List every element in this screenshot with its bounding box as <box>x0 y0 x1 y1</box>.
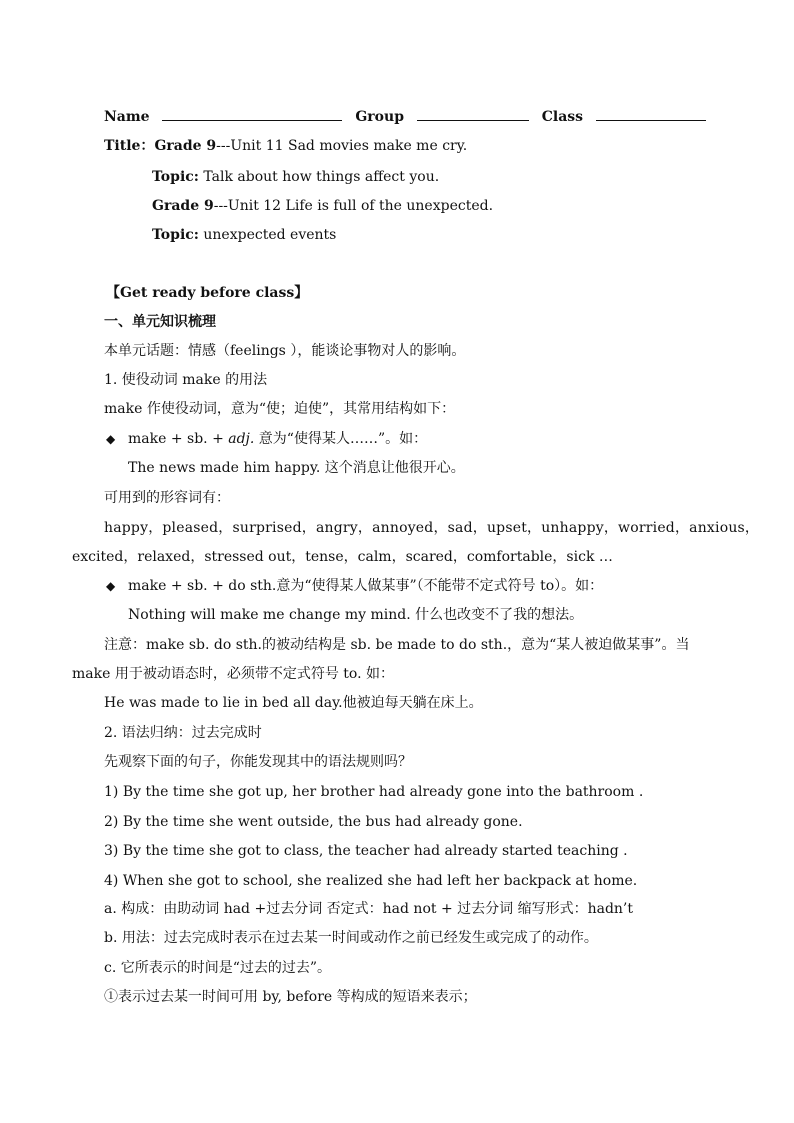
bullet-1-adj: adj. <box>228 431 255 447</box>
bullet-1 <box>106 430 427 448</box>
topic-2-line <box>152 226 336 244</box>
rule-c: c. 它所表示的时间是“过去的过去”。 <box>104 960 332 976</box>
topic-2-text: unexpected events <box>198 227 337 243</box>
point-2-intro: 先观察下面的句子，你能发现其中的语法规则吗？ <box>104 754 412 770</box>
adjective-list-2: excited，relaxed，stressed out，tense，calm，scared，comfortable，sick … <box>72 549 613 565</box>
grade-2: Grade 9 <box>152 198 214 214</box>
example-1: 1) By the time she got up, her brother had already gone into the bathroom . <box>104 784 644 800</box>
group-blank[interactable] <box>417 108 529 121</box>
title-line <box>104 137 467 155</box>
point-1-heading: 1. 使役动词 make 的用法 <box>104 372 268 388</box>
topic-line: 本单元话题：情感（feelings ），能谈论事物对人的影响。 <box>104 343 466 359</box>
section-1-heading: 一、单元知识梳理 <box>104 314 216 330</box>
rule-a: a. 构成：由助动词 had +过去分词 否定式：had not + 过去分词 缩写形式：hadn’t <box>104 901 633 917</box>
rule-c1: ①表示过去某一时间可用 by, before 等构成的短语来表示； <box>104 989 477 1005</box>
note-example: He was made to lie in bed all day.他被迫每天躺在床上。 <box>104 695 483 711</box>
example-3: 3) By the time she got to class, the teacher had already started teaching . <box>104 843 628 859</box>
unit-11-title: ---Unit 11 Sad movies make me cry. <box>216 138 468 154</box>
topic-1-text: Talk about how things affect you. <box>198 169 440 185</box>
topic-1-line <box>152 168 439 186</box>
rule-b: b. 用法：过去完成时表示在过去某一时间或动作之前已经发生或完成了的动作。 <box>104 930 598 946</box>
name-blank[interactable] <box>162 108 342 121</box>
note-line-2: make 用于被动语态时，必须带不定式符号 to. 如： <box>72 666 394 682</box>
diamond-bullet-icon: ◆ <box>106 579 116 593</box>
point-2-heading: 2. 语法归纳：过去完成时 <box>104 725 262 741</box>
grade-1: Grade 9 <box>154 138 217 154</box>
class-blank[interactable] <box>596 108 706 121</box>
example-2: 2) By the time she went outside, the bus had already gone. <box>104 814 523 830</box>
name-label: Name <box>104 109 150 125</box>
bullet-2-example: Nothing will make me change my mind. 什么也改变不了我的想法。 <box>128 607 584 623</box>
group-label: Group <box>355 109 404 125</box>
unit-12-title: ---Unit 12 Life is full of the unexpected. <box>213 198 494 214</box>
note-line-1: 注意：make sb. do sth.的被动结构是 sb. be made to do sth.，意为“某人被迫做某事”。当 <box>104 637 690 653</box>
point-1-intro: make 作使役动词，意为“使；迫使”，其常用结构如下： <box>104 401 456 417</box>
adjective-list-1: happy，pleased，surprised，angry，annoyed，sad，upset，unhappy，worried，anxious， <box>104 520 760 536</box>
bullet-1-post: 意为“使得某人……”。如： <box>254 431 428 447</box>
bullet-2-text: make + sb. + do sth.意为“使得某人做某事”（不能带不定式符号 to）。如： <box>128 578 604 594</box>
topic-2-label: Topic: <box>152 227 199 243</box>
adjective-intro: 可用到的形容词有： <box>104 490 230 506</box>
get-ready-heading: 【Get ready before class】 <box>106 285 309 301</box>
diamond-bullet-icon: ◆ <box>106 432 116 446</box>
bullet-2 <box>106 577 603 595</box>
example-4: 4) When she got to school, she realized she had left her backpack at home. <box>104 873 638 889</box>
header-line <box>104 108 714 126</box>
bullet-1-pre: make + sb. + <box>128 431 229 447</box>
title-label: Title： <box>104 138 155 154</box>
topic-1-label: Topic: <box>152 169 199 185</box>
unit-12-line <box>152 197 493 215</box>
class-label: Class <box>541 109 584 125</box>
bullet-1-example: The news made him happy. 这个消息让他很开心。 <box>128 460 465 476</box>
